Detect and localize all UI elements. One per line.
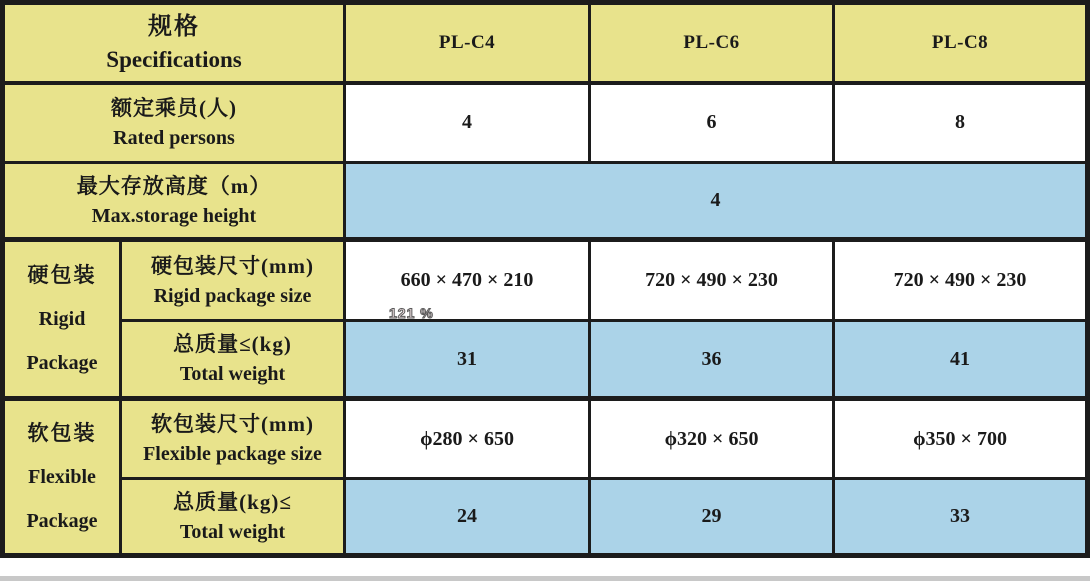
flexible-size-value-pl-c8: ϕ350 × 700 [834,399,1088,479]
flexible-weight-label-en: Total weight [179,520,286,543]
flexible-group-label-en-2: Package [26,510,98,532]
model-header-pl-c8: PL-C8 [834,3,1088,83]
max-storage-value-merged: 4 [345,163,1088,240]
rigid-size-value-pl-c8: 720 × 490 × 230 [834,240,1088,321]
spec-header-cell [3,3,345,83]
flexible-size-value-pl-c4: ϕ280 × 650 [345,399,590,479]
flexible-size-label-en: Flexible package size [143,443,322,465]
spec-title-en: Specifications [106,47,242,73]
rated-persons-row [3,83,1088,163]
rated-persons-label-cell [3,83,345,163]
flexible-weight-row [3,479,1088,556]
rigid-weight-row [3,321,1088,399]
rated-persons-label-en: Rated persons [113,126,235,149]
rigid-group-label-zh: 硬包装 [27,263,97,287]
flexible-weight-value-pl-c4: 24 [345,479,590,556]
rigid-group-label-en-2: Package [26,352,98,374]
rigid-group-label-en-1: Rigid [38,308,86,330]
flexible-group-label-en-1: Flexible [28,466,96,488]
rigid-weight-value-pl-c4: 31 [345,321,590,399]
page-bottom-strip [0,576,1090,581]
rated-persons-value-pl-c6: 6 [590,83,834,163]
rigid-weight-label-zh: 总质量≤(kg) [173,332,292,356]
rigid-package-group-cell [3,240,121,399]
rigid-weight-value-pl-c6: 36 [590,321,834,399]
flexible-weight-value-pl-c6: 29 [590,479,834,556]
flexible-group-label-zh: 软包装 [27,421,97,445]
spec-title-zh: 规格 [148,14,200,41]
rigid-size-label-zh: 硬包装尺寸(mm) [151,253,314,278]
rigid-size-row [3,240,1088,321]
flexible-size-label-cell [121,399,345,479]
rigid-size-value-pl-c6: 720 × 490 × 230 [590,240,834,321]
flexible-weight-value-pl-c8: 33 [834,479,1088,556]
zoom-level-indicator: 121 % [389,305,434,321]
rated-persons-value-pl-c8: 8 [834,83,1088,163]
flexible-weight-label-cell [121,479,345,556]
rigid-weight-value-pl-c8: 41 [834,321,1088,399]
rigid-size-value-pl-c4: 660 × 470 × 210 [345,240,590,321]
rated-persons-value-pl-c4: 4 [345,83,590,163]
flexible-weight-label-zh: 总质量(kg)≤ [173,489,292,514]
flexible-package-group-cell [3,399,121,556]
flexible-size-value-pl-c6: ϕ320 × 650 [590,399,834,479]
model-header-pl-c4: PL-C4 [345,3,590,83]
rigid-weight-label-en: Total weight [179,363,286,385]
flexible-size-label-zh: 软包装尺寸(mm) [151,412,314,436]
flexible-size-row [3,399,1088,479]
rigid-size-label-en: Rigid package size [153,284,312,307]
max-storage-label-en: Max.storage height [91,204,257,227]
max-storage-row [3,163,1088,240]
max-storage-label-cell [3,163,345,240]
model-header-pl-c6: PL-C6 [590,3,834,83]
header-row [3,3,1088,83]
rigid-weight-label-cell [121,321,345,399]
rigid-size-label-cell [121,240,345,321]
rated-persons-label-zh: 额定乘员(人) [111,95,237,120]
max-storage-label-zh: 最大存放高度（m） [76,173,272,198]
